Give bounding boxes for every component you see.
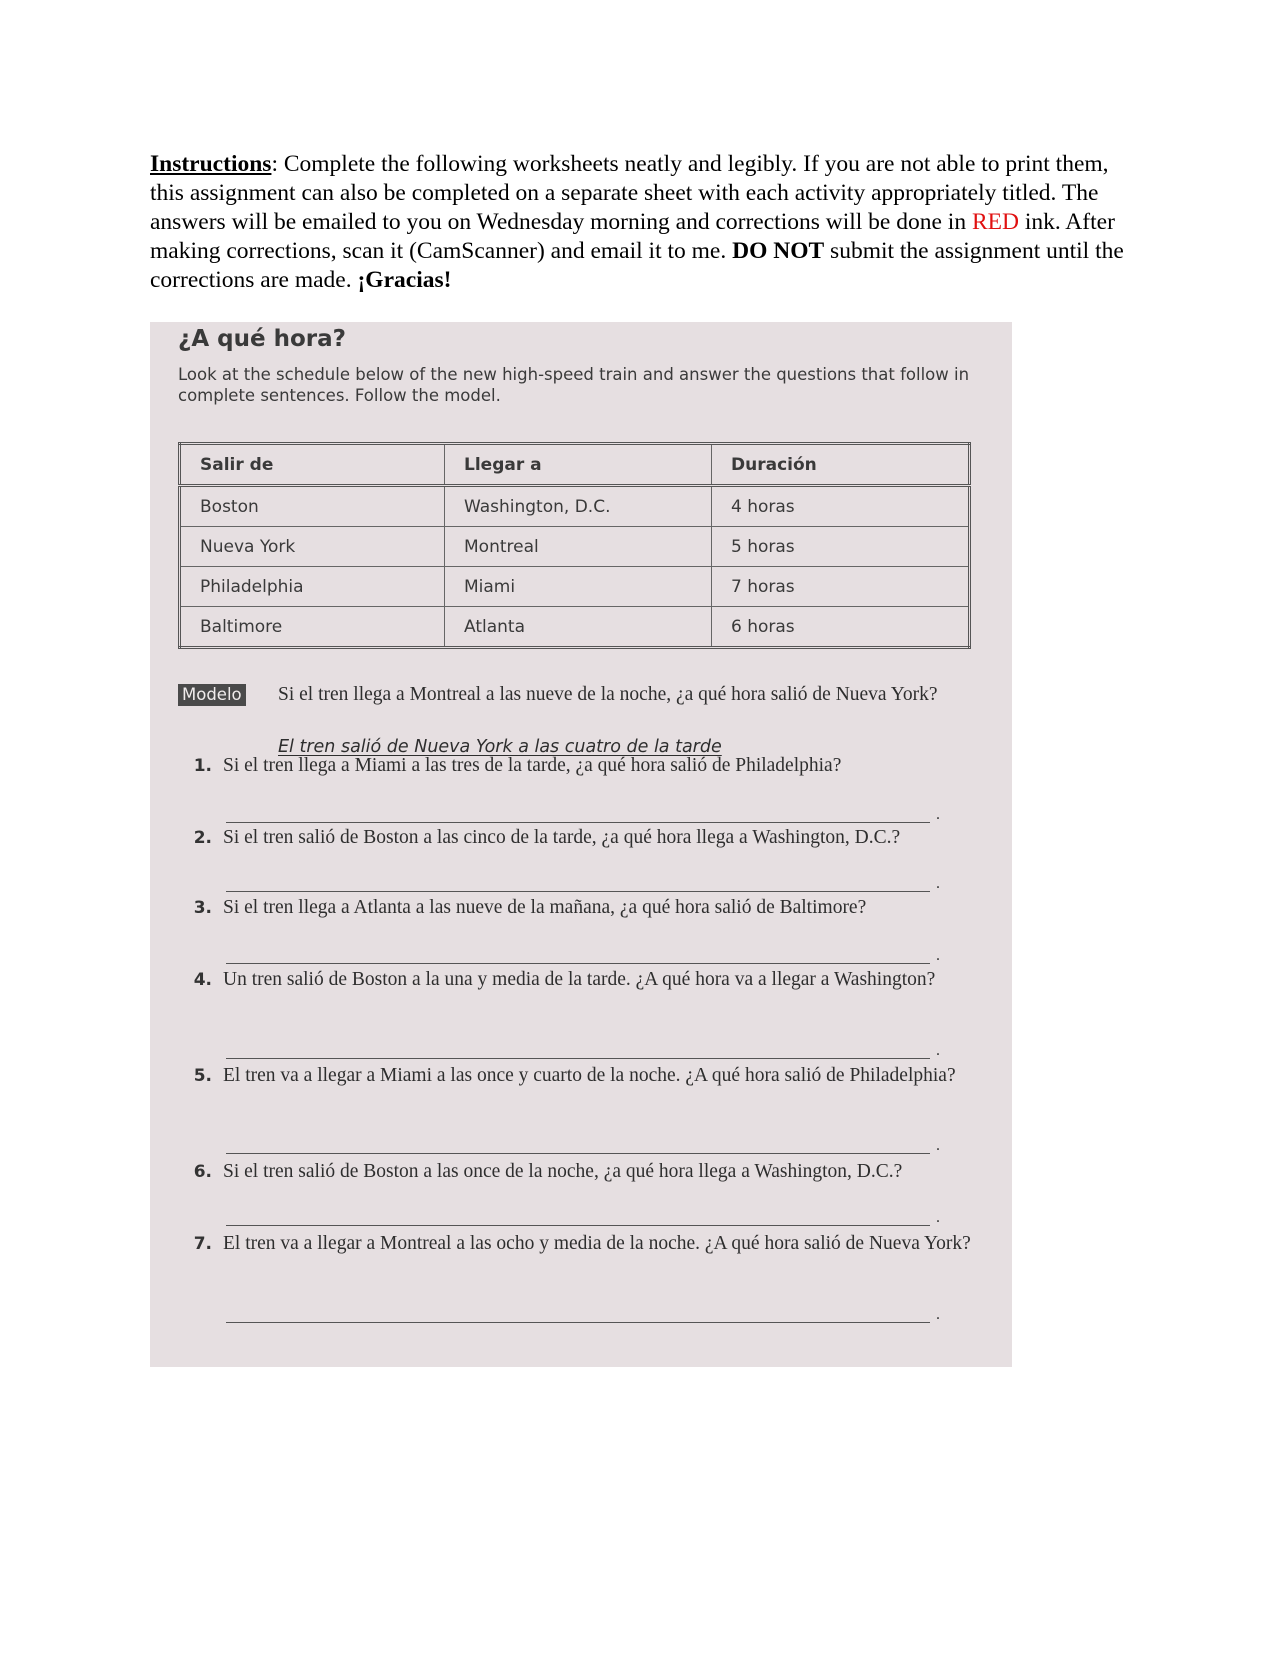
table-cell: 5 horas [712,527,970,567]
line-end-dot: . [936,1042,940,1059]
question-text: Si el tren llega a Miami a las tres de la tarde, ¿a qué hora salió de Philadelphia? [223,755,842,776]
train-schedule-table [178,442,971,649]
question-text: Un tren salió de Boston a la una y media de la tarde. ¿A qué hora va a llegar a Washington? [223,969,936,990]
question-number: 1. [193,756,212,776]
line-end-dot: . [936,1137,940,1154]
answer-line-6[interactable] [226,1225,930,1226]
table-cell: Atlanta [445,607,712,648]
do-not-text: DO NOT [732,238,825,264]
table-header-cell: Llegar a [445,444,712,486]
model-answer: El tren salió de Nueva York a las cuatro de la tarde [278,737,722,757]
answer-line-5[interactable] [226,1153,930,1154]
line-end-dot: . [936,875,940,892]
answer-line-1[interactable] [226,822,930,823]
instructions-text-1: : Complete the following worksheets neatly and legibly. If you are not able to print them, this assignment can also be completed on a separate sheet with each activity appropriately titled. The answers will be emailed to you on Wednesday morning and corrections will be done in [150,151,1109,235]
table-cell: Miami [445,567,712,607]
line-end-dot: . [936,1209,940,1226]
table-header-cell: Duración [712,444,970,486]
question-text: El tren va a llegar a Montreal a las ocho y media de la noche. ¿A qué hora salió de Nueva York? [223,1233,971,1254]
instructions-text-2: ink. After making corrections, scan it (CamScanner) and email it to me. [150,209,1115,264]
table-cell: 6 horas [712,607,970,648]
table-cell: 7 horas [712,567,970,607]
red-word: RED [971,209,1019,235]
question-text: Si el tren llega a Atlanta a las nueve de la mañana, ¿a qué hora salió de Baltimore? [223,897,867,918]
line-end-dot: . [936,947,940,964]
line-end-dot: . [936,1306,940,1323]
question-number: 6. [193,1162,212,1182]
question-number: 4. [193,970,212,990]
line-end-dot: . [936,806,940,823]
answer-line-4[interactable] [226,1058,930,1059]
question-text: Si el tren salió de Boston a las once de la noche, ¿a qué hora llega a Washington, D.C.? [223,1161,903,1182]
worksheet-title: ¿A qué hora? [178,326,346,352]
instructions-paragraph [150,150,1130,295]
instructions-label: Instructions [150,151,272,177]
table-cell: Baltimore [180,607,445,648]
model-question: Si el tren llega a Montreal a las nueve de la noche, ¿a qué hora salió de Nueva York? [278,684,938,705]
table-cell: Montreal [445,527,712,567]
question-text: Si el tren salió de Boston a las cinco de la tarde, ¿a qué hora llega a Washington, D.C.? [223,827,901,848]
table-cell: Boston [180,486,445,527]
modelo-tag: Modelo [178,684,246,706]
table-row [180,527,970,567]
scanned-worksheet [150,322,1012,1367]
answer-line-3[interactable] [226,963,930,964]
instructions-text-3: submit the assignment until the corrections are made. [150,238,1124,293]
question-number: 2. [193,828,212,848]
gracias-text: ¡Gracias! [357,267,452,293]
question-number: 5. [193,1066,212,1086]
table-cell: Philadelphia [180,567,445,607]
table-header-row [180,444,970,486]
answer-line-2[interactable] [226,891,930,892]
table-cell: Washington, D.C. [445,486,712,527]
table-row [180,607,970,648]
table-row [180,567,970,607]
answer-line-7[interactable] [226,1322,930,1323]
table-cell: 4 horas [712,486,970,527]
question-number: 7. [193,1234,212,1254]
worksheet-intro: Look at the schedule below of the new high-speed train and answer the questions that follow in complete sentences. Follow the model. [178,365,970,405]
table-cell: Nueva York [180,527,445,567]
table-header-cell: Salir de [180,444,445,486]
question-number: 3. [193,898,212,918]
table-row [180,486,970,527]
question-text: El tren va a llegar a Miami a las once y cuarto de la noche. ¿A qué hora salió de Philadelphia? [223,1065,956,1086]
